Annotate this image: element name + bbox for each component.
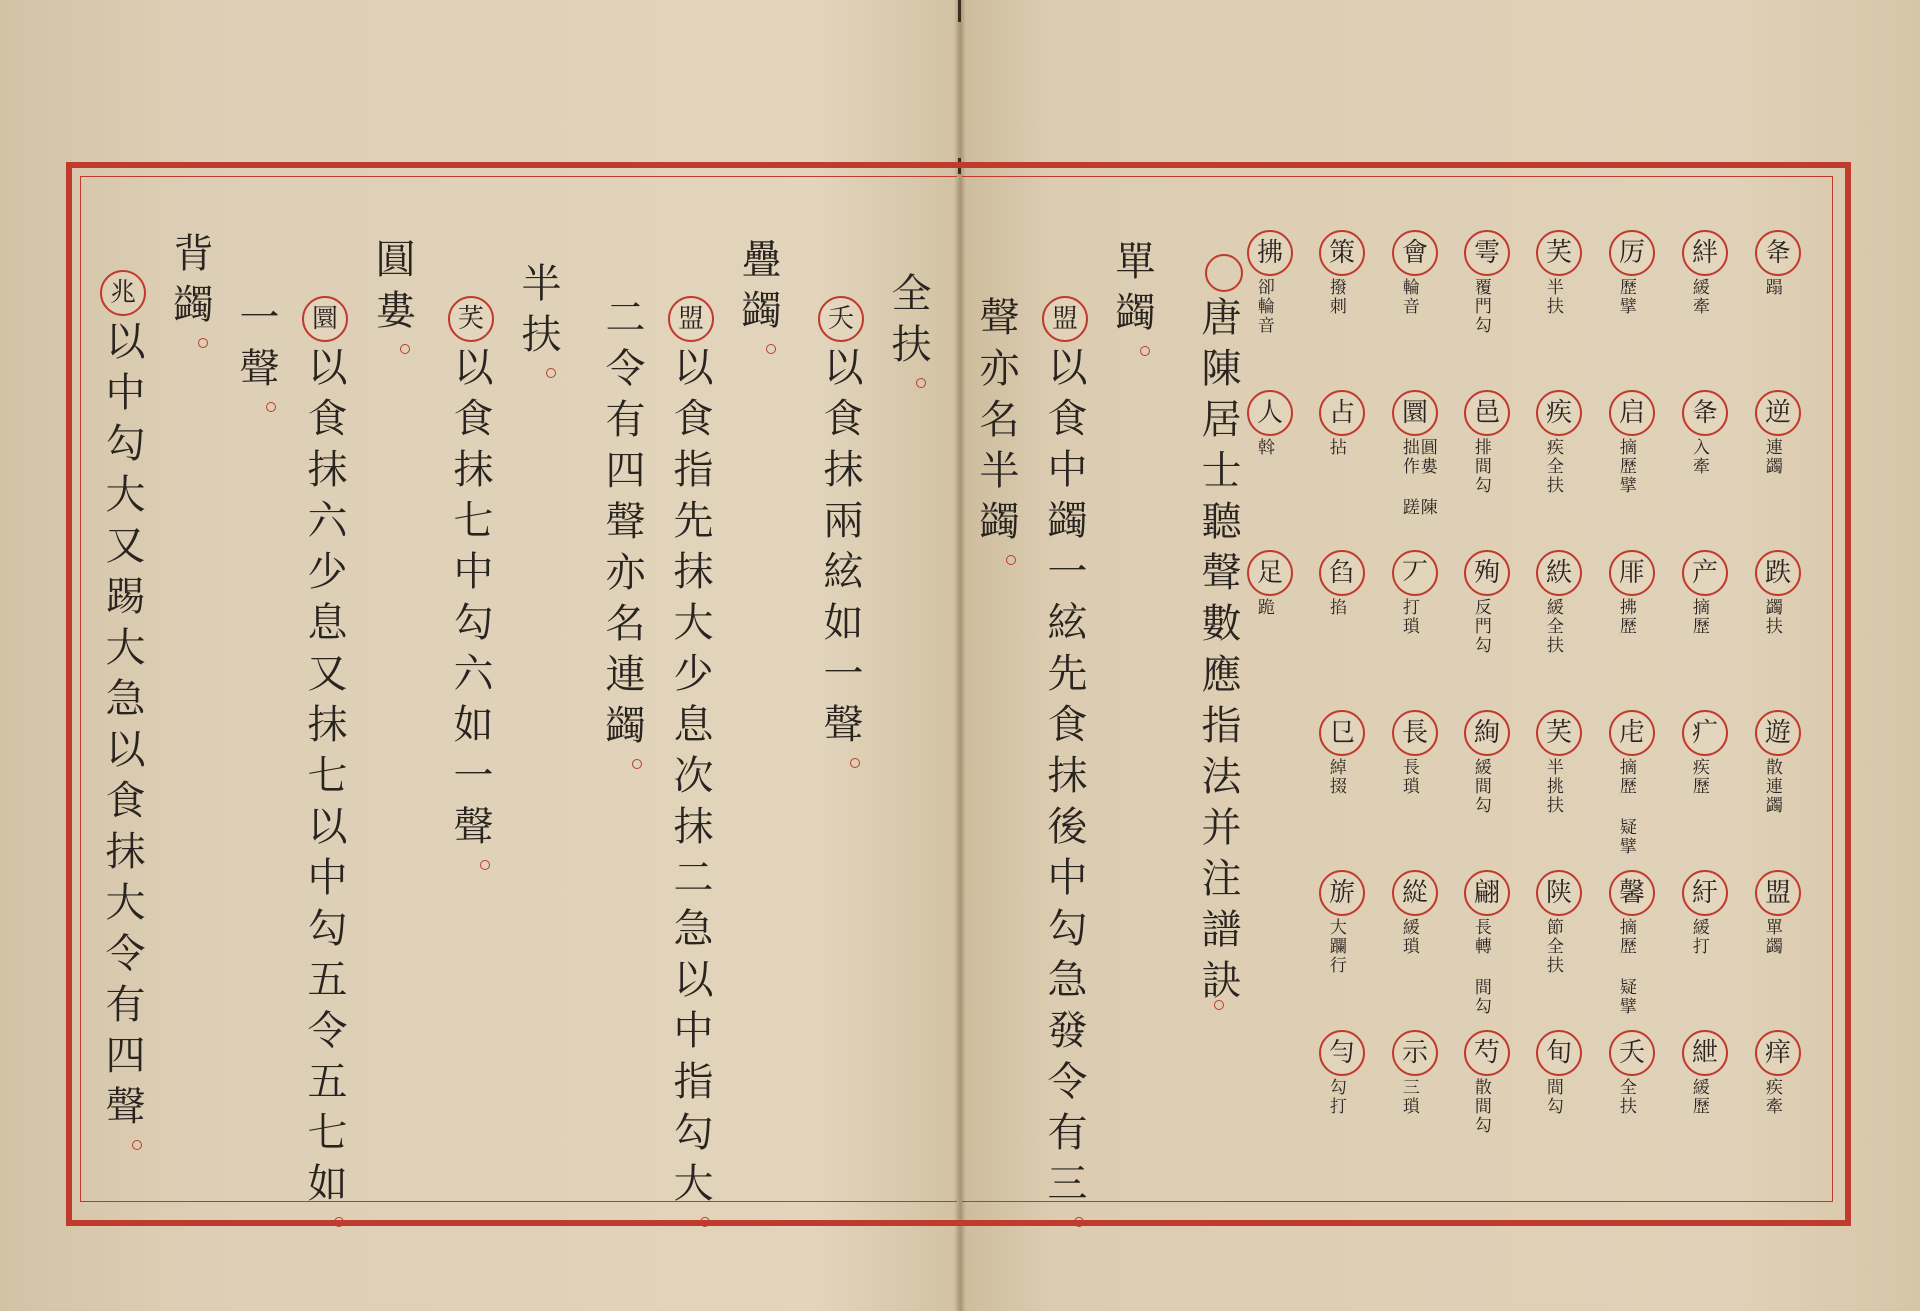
tablature-symbol: 殉 [1464,550,1510,596]
tablature-explanation: 連蠲 [1761,438,1782,476]
entry-symbol: 盟 [668,296,714,342]
tablature-symbol: 邑 [1464,390,1510,436]
entry-text: 以食指先抹大少息次抹二急以中指勾大 [667,346,713,1213]
tablature-explanation: 反門勾 [1470,598,1491,655]
tablature-symbol: 陕 [1536,870,1582,916]
tablature-symbol: 盟 [1755,870,1801,916]
tablature-symbol: 圜 [1392,390,1438,436]
tablature-symbol: 厉 [1609,230,1655,276]
punctuation-mark [132,1140,142,1150]
tablature-explanation: 卻輪音 [1253,278,1274,335]
tablature-symbol: 臽 [1319,550,1365,596]
tablature-explanation: 長瑣 [1398,758,1419,796]
tablature-explanation: 緩牽 [1688,278,1709,316]
tablature-symbol: 翩 [1464,870,1510,916]
entry-symbol: 夭 [818,296,864,342]
tablature-symbol: 夭 [1609,1030,1655,1076]
tablature-explanation: 覆門勾 [1470,278,1491,335]
tablature-symbol: 痒 [1755,1030,1801,1076]
tablature-symbol: 芺 [1536,230,1582,276]
tablature-symbol: 紲 [1682,1030,1728,1076]
entry-heading: 全扶 [885,272,931,374]
tablature-explanation: 單蠲 [1761,918,1782,956]
tablature-symbol: 絆 [1682,230,1728,276]
tablature-explanation: 疾歷 [1688,758,1709,796]
tablature-explanation: 斡 [1253,438,1274,457]
punctuation-mark [632,759,642,769]
tablature-symbol: 長 [1392,710,1438,756]
entry-heading: 單蠲 [1109,240,1155,342]
tablature-symbol: 夅 [1755,230,1801,276]
tablature-symbol: 旂 [1319,870,1365,916]
tablature-explanation: 緩打 [1688,918,1709,956]
punctuation-mark [1214,1000,1224,1010]
tablature-symbol: 占 [1319,390,1365,436]
tablature-explanation: 散連蠲 [1761,758,1782,815]
punctuation-mark [546,368,556,378]
tablature-symbol: 馨 [1609,870,1655,916]
tablature-explanation: 摘歷 疑擘 [1615,918,1636,1016]
tablature-explanation: 間勾 [1542,1078,1563,1116]
tablature-symbol: 足 [1247,550,1293,596]
entry-text: 以中勾大又踢大急以食抹大令有四聲 [99,320,145,1136]
entry-symbol: 盟 [1042,296,1088,342]
tablature-symbol: 遊 [1755,710,1801,756]
tablature-explanation: 勾打 [1325,1078,1346,1116]
page-title: 唐陳居士聽聲數應指法并注譜訣 [1195,296,1241,1010]
tablature-explanation: 輪音 [1398,278,1419,316]
entry-heading: 半扶 [515,262,561,364]
punctuation-mark [1074,1217,1084,1227]
tablature-explanation: 排間勾 [1470,438,1491,495]
tablature-symbol: 厞 [1609,550,1655,596]
punctuation-mark [766,344,776,354]
entry-text: 以食抹七中勾六如一聲 [447,346,493,856]
tablature-symbol: 人 [1247,390,1293,436]
tablature-explanation: 三瑣 [1398,1078,1419,1116]
tablature-symbol: 紆 [1682,870,1728,916]
title-circle-mark [1205,254,1243,292]
tablature-explanation: 蠲扶 [1761,598,1782,636]
punctuation-mark [916,378,926,388]
tablature-symbol: 芍 [1464,1030,1510,1076]
tablature-symbol: 會 [1392,230,1438,276]
tablature-explanation: 疾全扶 [1542,438,1563,495]
tablature-explanation: 拂歷 [1615,598,1636,636]
tablature-explanation: 半扶 [1542,278,1563,316]
entry-text: 以食抹兩絃如一聲 [817,346,863,754]
entry-symbol: 圜 [302,296,348,342]
tablature-explanation: 綽掇 [1325,758,1346,796]
tablature-explanation: 摘歷 [1688,598,1709,636]
tablature-explanation: 疾牽 [1761,1078,1782,1116]
tablature-symbol: 产 [1682,550,1728,596]
tablature-symbol: 芺 [1536,710,1582,756]
tablature-symbol: 示 [1392,1030,1438,1076]
tablature-explanation: 摘歷 疑擘 [1615,758,1636,856]
entry-text: 一聲 [233,296,279,398]
tablature-explanation: 節全扶 [1542,918,1563,975]
punctuation-mark [1140,346,1150,356]
entry-heading: 圓婁 [369,238,415,340]
tablature-symbol: 勻 [1319,1030,1365,1076]
tablature-explanation: 入牽 [1688,438,1709,476]
entry-heading: 背蠲 [167,232,213,334]
tablature-symbol: 緃 [1392,870,1438,916]
entry-symbol: 兆 [100,270,146,316]
punctuation-mark [266,402,276,412]
tablature-symbol: 逆 [1755,390,1801,436]
tablature-explanation: 緩間勾 [1470,758,1491,815]
tablature-explanation: 拈 [1325,438,1346,457]
punctuation-mark [334,1217,344,1227]
tablature-explanation: 緩歷 [1688,1078,1709,1116]
tablature-explanation: 撥刺 [1325,278,1346,316]
entry-text: 二令有四聲亦名連蠲 [599,296,645,755]
tablature-symbol: 夅 [1682,390,1728,436]
tablature-explanation: 大躝行 [1325,918,1346,975]
tablature-symbol: 絢 [1464,710,1510,756]
punctuation-mark [198,338,208,348]
tablature-explanation: 圓婁 陳 拙作 蹉 [1398,438,1437,517]
punctuation-mark [700,1217,710,1227]
tablature-explanation: 跪 [1253,598,1274,617]
tablature-symbol: 紩 [1536,550,1582,596]
tablature-explanation: 蹋 [1761,278,1782,297]
tablature-explanation: 散間勾 [1470,1078,1491,1135]
punctuation-mark [480,860,490,870]
tablature-symbol: 丆 [1392,550,1438,596]
tablature-explanation: 歷擘 [1615,278,1636,316]
entry-text: 以食中蠲一絃先食抹後中勾急發令有三 [1041,346,1087,1213]
entry-text: 以食抹六少息又抹七以中勾五令五七如 [301,346,347,1213]
tablature-explanation: 緩全扶 [1542,598,1563,655]
tablature-explanation: 全扶 [1615,1078,1636,1116]
tablature-symbol: 雩 [1464,230,1510,276]
tablature-symbol: 虍 [1609,710,1655,756]
tablature-explanation: 掐 [1325,598,1346,617]
tablature-symbol: 启 [1609,390,1655,436]
tablature-symbol: 跌 [1755,550,1801,596]
tablature-explanation: 打瑣 [1398,598,1419,636]
entry-text: 聲亦名半蠲 [973,296,1019,551]
entry-symbol: 芺 [448,296,494,342]
tablature-symbol: 疒 [1682,710,1728,756]
tablature-explanation: 半挑扶 [1542,758,1563,815]
binding-mark [958,0,961,22]
tablature-symbol: 㔾 [1319,710,1365,756]
tablature-symbol: 旬 [1536,1030,1582,1076]
punctuation-mark [850,758,860,768]
tablature-explanation: 緩瑣 [1398,918,1419,956]
tablature-symbol: 策 [1319,230,1365,276]
tablature-explanation: 長轉 間勾 [1470,918,1491,1016]
punctuation-mark [1006,555,1016,565]
tablature-symbol: 疾 [1536,390,1582,436]
punctuation-mark [400,344,410,354]
entry-heading: 疊蠲 [735,238,781,340]
tablature-explanation: 摘歷擘 [1615,438,1636,495]
tablature-symbol: 拂 [1247,230,1293,276]
